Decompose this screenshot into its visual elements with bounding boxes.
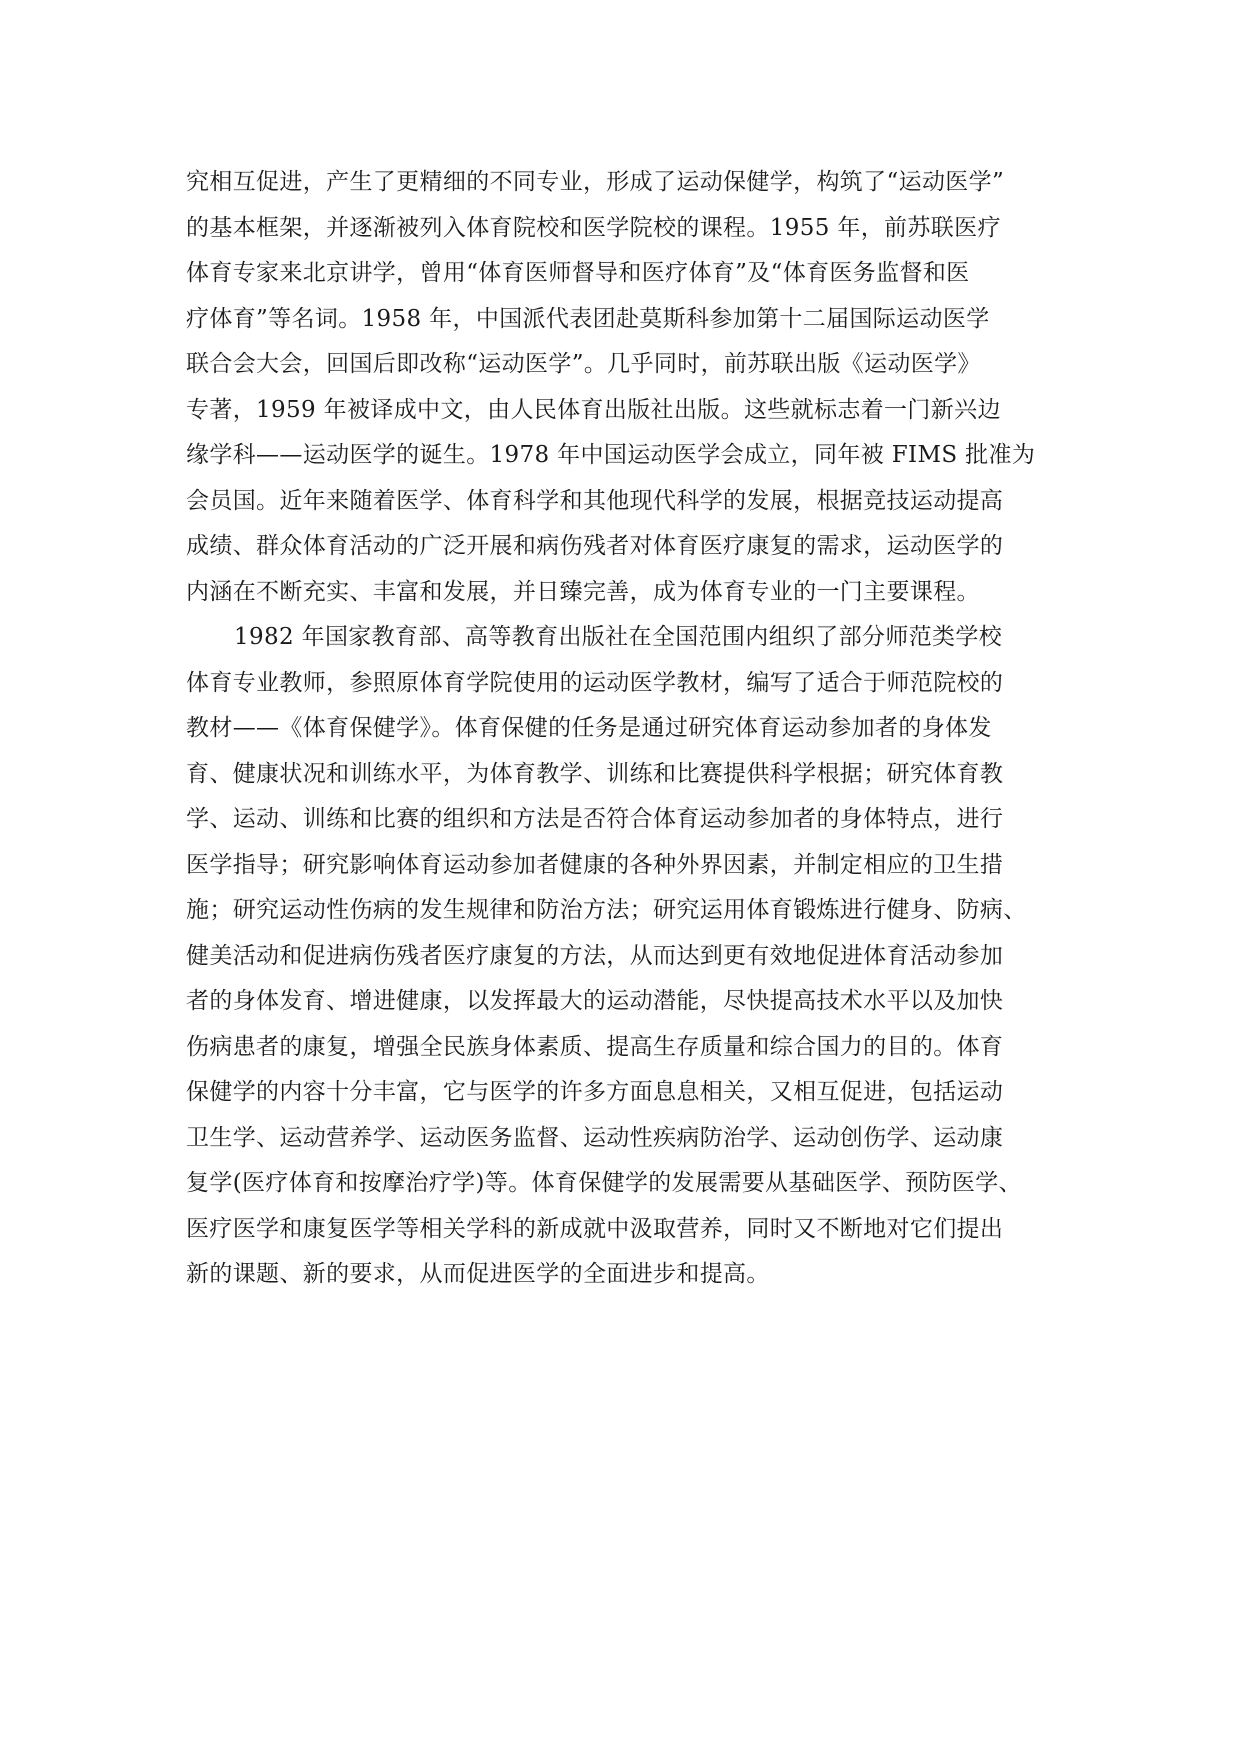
text-line: 医疗医学和康复医学等相关学科的新成就中汲取营养，同时又不断地对它们提出 [186,1215,1004,1242]
text-line: 究相互促进，产生了更精细的不同专业，形成了运动保健学，构筑了“运动医学” [186,169,1005,195]
text-line: 医学指导；研究影响体育运动参加者健康的各种外界因素，并制定相应的卫生措 [186,851,1004,878]
text-line: 会员国。近年来随着医学、体育科学和其他现代科学的发展，根据竞技运动提高 [186,487,1004,514]
text-line: 内涵在不断充实、丰富和发展，并日臻完善，成为体育专业的一门主要课程。 [186,578,980,605]
text-line: 健美活动和促进病伤残者医疗康复的方法，从而达到更有效地促进体育活动参加 [186,942,1004,969]
text-line: 的基本框架，并逐渐被列入体育院校和医学院校的课程。1955 年，前苏联医疗 [186,214,1001,241]
paragraph-2 [186,615,1066,1298]
text-line: 新的课题、新的要求，从而促进医学的全面进步和提高。 [186,1261,770,1287]
text-line: 教材——《体育保健学》。体育保健的任务是通过研究体育运动参加者的身体发 [186,715,992,741]
body-text [186,160,1066,1298]
text-line-indented: 1982 年国家教育部、高等教育出版社在全国范围内组织了部分师范类学校 [234,624,1003,650]
text-line: 疗体育”等名词。1958 年，中国派代表团赴莫斯科参加第十二届国际运动医学 [186,305,990,332]
text-line: 体育专家来北京讲学，曾用“体育医师督导和医疗体育”及“体育医务监督和医 [186,260,970,286]
text-line: 学、运动、训练和比赛的组织和方法是否符合体育运动参加者的身体特点，进行 [186,806,1004,832]
text-line: 卫生学、运动营养学、运动医务监督、运动性疾病防治学、运动创伤学、运动康 [186,1124,1004,1151]
text-line: 缘学科——运动医学的诞生。1978 年中国运动医学会成立，同年被 FIMS 批准为 [186,442,1036,468]
paragraph-1 [186,160,1066,615]
text-line: 伤病患者的康复，增强全民族身体素质、提高生存质量和综合国力的目的。体育 [186,1033,1004,1060]
text-line: 专著，1959 年被译成中文，由人民体育出版社出版。这些就标志着一门新兴边 [186,396,1001,423]
text-line: 育、健康状况和训练水平，为体育教学、训练和比赛提供科学根据；研究体育教 [186,760,1004,787]
text-line: 体育专业教师，参照原体育学院使用的运动医学教材，编写了适合于师范院校的 [186,669,1004,696]
text-line: 者的身体发育、增进健康，以发挥最大的运动潜能，尽快提高技术水平以及加快 [186,988,1004,1014]
text-line: 成绩、群众体育活动的广泛开展和病伤残者对体育医疗康复的需求，运动医学的 [186,533,1004,559]
text-line: 保健学的内容十分丰富，它与医学的许多方面息息相关，又相互促进，包括运动 [186,1079,1004,1105]
text-line: 联合会大会，回国后即改称“运动医学”。几乎同时，前苏联出版《运动医学》 [186,351,981,377]
text-line: 复学(医疗体育和按摩治疗学)等。体育保健学的发展需要从基础医学、预防医学、 [186,1170,1022,1196]
text-line: 施；研究运动性伤病的发生规律和防治方法；研究运用体育锻炼进行健身、防病、 [186,897,1027,923]
